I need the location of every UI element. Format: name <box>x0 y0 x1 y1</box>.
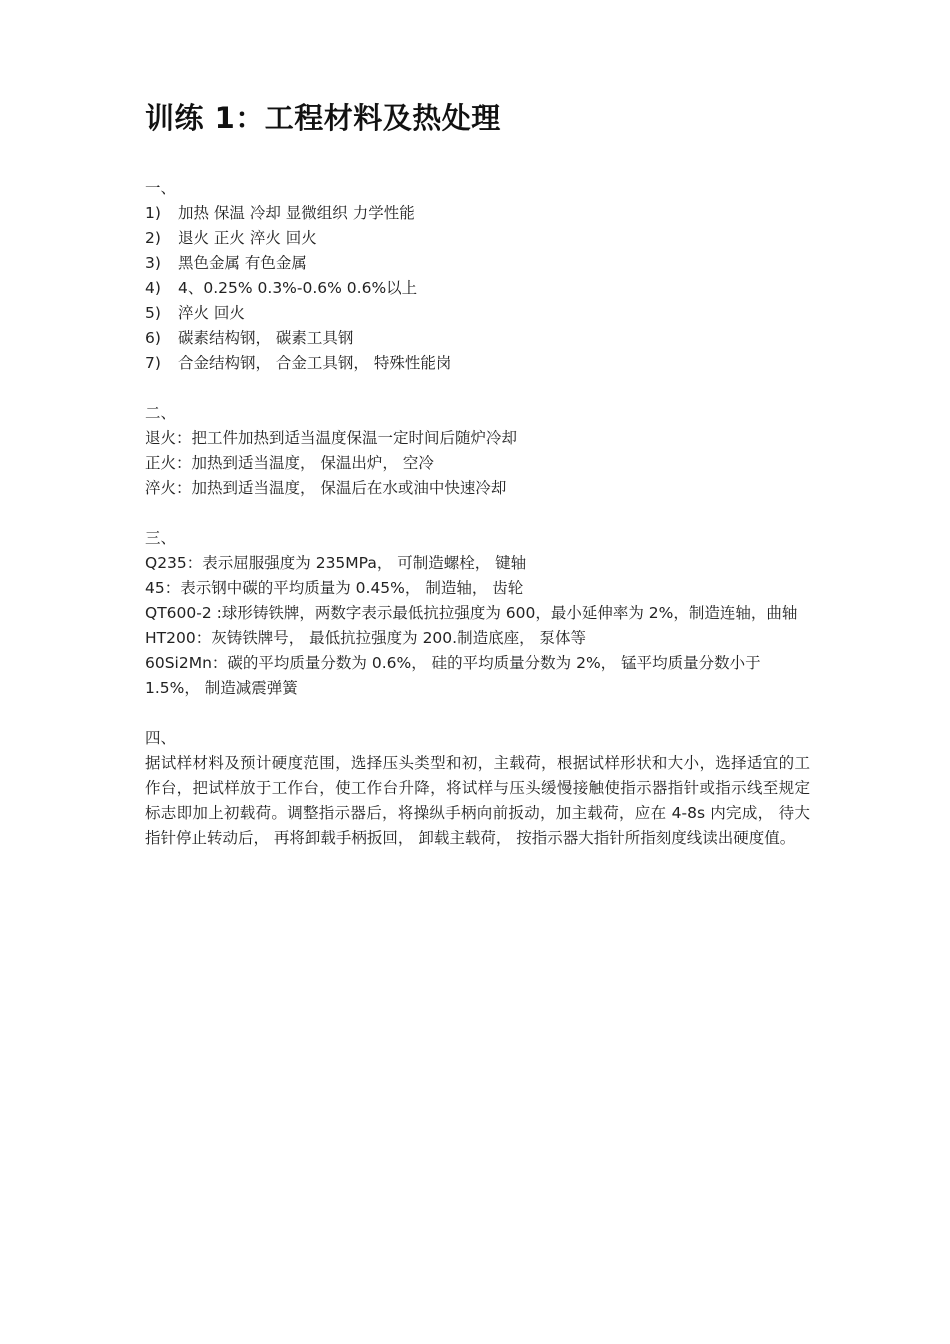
document-title: 训练 1：工程材料及热处理 <box>145 101 501 135</box>
list-item-number: 5) <box>145 304 161 322</box>
section-4-heading: 四、 <box>145 729 177 747</box>
list-item <box>145 276 810 301</box>
list-item-number: 1) <box>145 204 161 222</box>
material-line: Q235：表示屈服强度为 235MPa， 可制造螺栓， 键轴 <box>145 554 527 572</box>
procedure-paragraph: 据试样材料及预计硬度范围，选择压头类型和初，主载荷，根据试样形状和大小，选择适宜的工作台，把试样放于工作台，使工作台升降，将试样与压头缓慢接触使指示器指针或指示线至规定标志即加上初载荷。调整指示器后，将操纵手柄向前扳动，加主载荷，应在 4-8s 内完成， 待大指针停止转动后， 再将卸载手柄扳回， 卸载主载荷， 按指示器大指针所指刻度线读出硬度值。 <box>145 754 810 847</box>
list-item <box>145 226 810 251</box>
list-item-number: 2) <box>145 229 161 247</box>
document-page <box>145 98 810 876</box>
material-line: 60Si2Mn：碳的平均质量分数为 0.6%， 硅的平均质量分数为 2%， 锰平均质量分数小于 1.5%， 制造减震弹簧 <box>145 654 761 697</box>
list-item-text: 淬火 回火 <box>178 304 245 322</box>
section-3 <box>145 526 810 701</box>
list-item-text: 碳素结构钢， 碳素工具钢 <box>178 329 354 347</box>
material-line: QT600-2 :球形铸铁牌，两数字表示最低抗拉强度为 600，最小延伸率为 2%，制造连轴，曲轴 <box>145 604 798 622</box>
list-item-number: 4) <box>145 279 161 297</box>
section-1-heading: 一、 <box>145 179 177 197</box>
list-item-number: 7) <box>145 354 161 372</box>
list-item <box>145 351 810 376</box>
list-item <box>145 301 810 326</box>
list-item-number: 6) <box>145 329 161 347</box>
definition-line: 淬火：加热到适当温度， 保温后在水或油中快速冷却 <box>145 479 507 497</box>
list-item-text: 合金结构钢， 合金工具钢， 特殊性能岗 <box>178 354 452 372</box>
list-item-number: 3) <box>145 254 161 272</box>
list-item-text: 退火 正火 淬火 回火 <box>178 229 317 247</box>
section-1 <box>145 176 810 376</box>
section-3-heading: 三、 <box>145 529 177 547</box>
material-line: HT200：灰铸铁牌号， 最低抗拉强度为 200.制造底座， 泵体等 <box>145 629 587 647</box>
section-2 <box>145 401 810 501</box>
section-2-heading: 二、 <box>145 404 177 422</box>
list-item <box>145 251 810 276</box>
list-item-text: 4、0.25% 0.3%-0.6% 0.6%以上 <box>178 279 418 297</box>
list-item <box>145 201 810 226</box>
definition-line: 退火：把工件加热到适当温度保温一定时间后随炉冷却 <box>145 429 518 447</box>
material-line: 45：表示钢中碳的平均质量为 0.45%， 制造轴， 齿轮 <box>145 579 524 597</box>
list-item-text: 加热 保温 冷却 显微组织 力学性能 <box>178 204 415 222</box>
definition-line: 正火：加热到适当温度， 保温出炉， 空冷 <box>145 454 434 472</box>
section-4 <box>145 726 810 851</box>
list-item-text: 黑色金属 有色金属 <box>178 254 307 272</box>
list-item <box>145 326 810 351</box>
